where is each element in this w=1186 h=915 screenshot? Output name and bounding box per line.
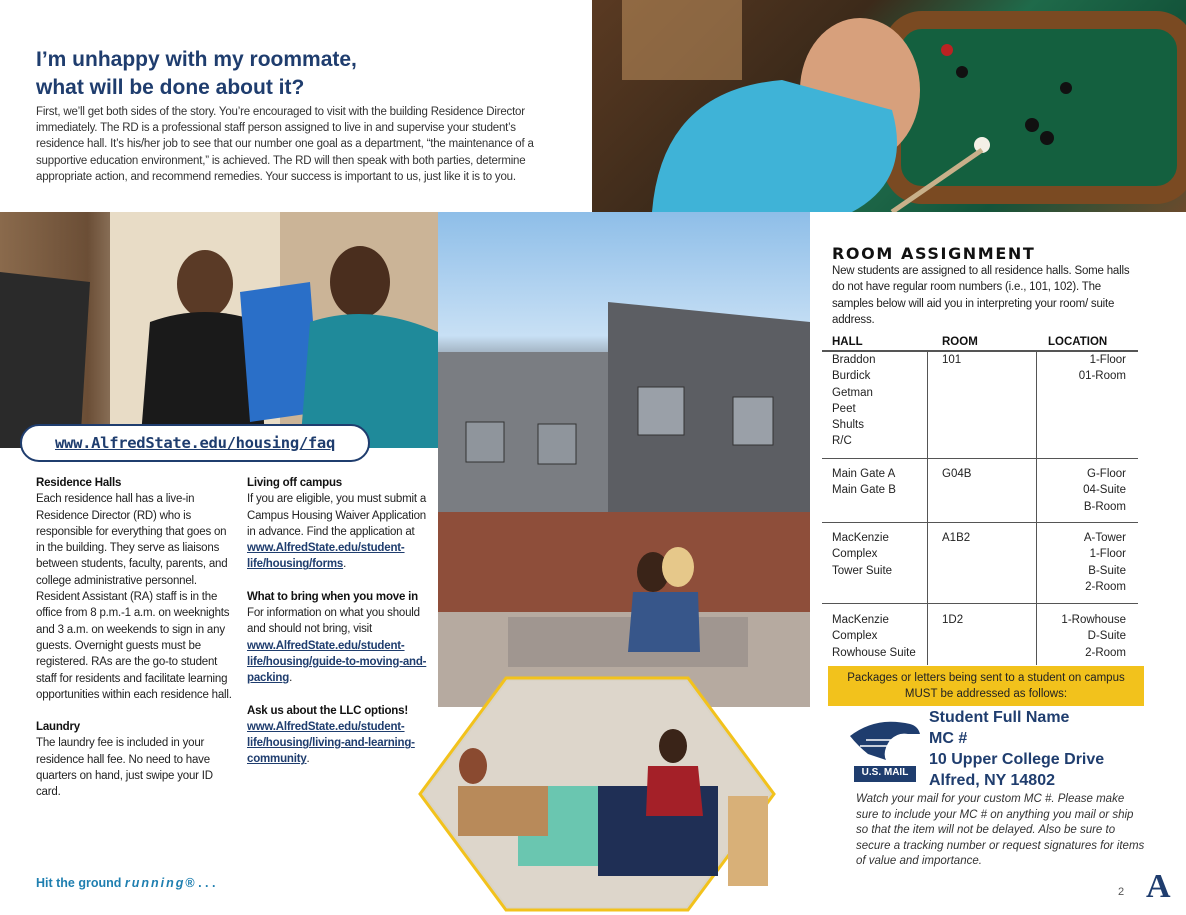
llc-link[interactable]: www.AlfredState.edu/student-life/housing/living-and-learning-community — [247, 720, 415, 766]
location-part: G-Floor — [1087, 468, 1126, 480]
hall-name: MacKenzie — [832, 614, 889, 626]
what-to-bring-body: For information on what you should and should not bring, visit — [247, 607, 420, 636]
room-assignment-title: ROOM ASSIGNMENT — [832, 244, 1036, 263]
living-off-body: If you are eligible, you must submit a Campus Housing Waiver Application in advance. Find the application at — [247, 493, 427, 538]
hall-name: R/C — [832, 435, 852, 448]
roommate-question-title — [36, 46, 556, 102]
room-column-header: ROOM — [942, 336, 978, 348]
location-part: B-Room — [1083, 500, 1126, 513]
hall-cell — [832, 530, 892, 579]
move-in-photo — [0, 212, 438, 448]
hall-name: MacKenzie — [832, 532, 889, 544]
location-cell — [1042, 352, 1126, 385]
living-off-paragraph — [247, 491, 437, 572]
us-mail-label: U.S. MAIL — [861, 767, 909, 778]
location-part: D-Suite — [1087, 630, 1126, 643]
room-cell: A1B2 — [942, 532, 971, 544]
hall-name: Getman — [832, 386, 873, 399]
location-column-header: LOCATION — [1048, 336, 1108, 348]
page-number: 2 — [1118, 886, 1125, 898]
location-part: 01-Room — [1078, 370, 1126, 383]
forms-link[interactable]: www.AlfredState.edu/student-life/housing/forms — [247, 542, 405, 571]
residence-halls-body: Each residence hall has a live-in Residence Director (RD) who is responsible for everything that goes on in the building. They serve as liaisons between students, faculty, parents, and college administrative personnel. Resident Assistant (RA) staff is in the office from 8 p.m.-1 a.m. on weeknights and 3 a.m. on weekends to sign in any guests. Overnight guests must be registered. RAs are the go-to student staff for residents and facilitate learning opportunities within each residence hall. — [36, 493, 232, 701]
residence-halls-heading: Residence Halls — [36, 477, 122, 489]
address-line: Alfred, NY 14802 — [929, 772, 1055, 789]
row-rule — [822, 522, 1138, 523]
alfred-state-logo: A — [1146, 868, 1171, 905]
building-photo-art — [438, 212, 810, 707]
address-line: Student Full Name — [929, 709, 1070, 726]
column-divider-1 — [927, 351, 928, 665]
llc-paragraph — [247, 719, 437, 768]
location-part: 2-Room — [1085, 580, 1126, 593]
hall-cell — [832, 612, 916, 661]
title-line-2: what will be done about it? — [36, 76, 305, 99]
tagline-start: Hit the ground — [36, 876, 125, 890]
llc-tail: . — [306, 753, 310, 766]
location-part: 1-Rowhouse — [1061, 614, 1126, 626]
room-cell: 1D2 — [942, 614, 964, 626]
column-left — [36, 475, 236, 801]
column-divider-2 — [1036, 351, 1037, 665]
row-rule — [822, 603, 1138, 604]
hall-column-header: HALL — [832, 336, 863, 348]
location-part: 2-Room — [1085, 646, 1126, 659]
us-mail-logo — [846, 710, 924, 786]
location-cell — [1042, 612, 1126, 661]
pool-photo-art — [592, 0, 1186, 212]
roommate-answer: First, we’ll get both sides of the story. You’re encouraged to visit with the building Residence Director immediately. The RD is a professional staff person assigned to live in and supervise your student’s residence hall. It’s his/her job to see that our number one goal as a department, “the maintenance of a supportive education environment,” is achieved. The RD will then speak with both parties, determine appropriate action, and recommend remedies. Your success is important to us, just like it is to you. — [36, 106, 534, 183]
room-cell: G04B — [942, 468, 972, 480]
tagline-end: ® . . . — [185, 876, 216, 890]
hall-name: Complex — [832, 630, 878, 643]
packages-line-2: MUST be addressed as follows: — [904, 688, 1068, 700]
mailing-address — [929, 707, 1104, 791]
laundry-body: The laundry fee is included in your residence hall fee. No need to have quarters on hand, just swipe your ID card. — [36, 737, 213, 799]
tagline-italic: running — [124, 876, 186, 890]
hall-name: Complex — [832, 548, 878, 561]
room-cell: 101 — [942, 354, 962, 366]
hall-cell — [832, 466, 896, 499]
packages-notice — [828, 666, 1144, 706]
hall-name: Main Gate A — [832, 468, 896, 480]
what-to-bring-heading: What to bring when you move in — [247, 590, 418, 603]
hall-name: Peet — [832, 402, 856, 415]
move-in-photo-art — [0, 212, 438, 448]
location-cell — [1042, 466, 1126, 515]
pool-table-photo — [592, 0, 1186, 212]
what-to-bring-tail: . — [289, 672, 293, 685]
laundry-heading: Laundry — [36, 721, 80, 734]
hall-name: Rowhouse Suite — [832, 646, 916, 659]
moving-guide-link[interactable]: www.AlfredState.edu/student-life/housing/guide-to-moving-and-packing — [247, 639, 427, 685]
hall-name: Main Gate B — [832, 484, 896, 497]
location-part: A-Tower — [1083, 532, 1126, 544]
location-part: B-Suite — [1088, 564, 1126, 577]
room-assignment-intro: New students are assigned to all residence halls. Some halls do not have regular room numbers (i.e., 101, 102). The samples below will aid you in interpreting your room/ suite address. — [832, 265, 1130, 326]
faq-link[interactable]: www.AlfredState.edu/housing/faq — [55, 434, 335, 452]
mail-note: Watch your mail for your custom MC #. Please make sure to include your MC # on anything you mail or ship so that the item will not be delayed. Also be sure to secure a tracking number or request signatures for items of value and importance. — [856, 793, 1145, 867]
dorm-room-photo — [418, 676, 776, 912]
hall-cell — [832, 352, 875, 450]
residence-building-photo — [438, 212, 810, 707]
living-off-tail: . — [343, 558, 347, 571]
hall-name: Braddon — [832, 354, 876, 366]
location-part: 1-Floor — [1089, 548, 1126, 561]
row-rule — [822, 458, 1138, 459]
what-to-bring-paragraph — [247, 605, 437, 686]
address-line: 10 Upper College Drive — [929, 751, 1105, 768]
faq-link-pill[interactable] — [20, 424, 370, 462]
location-cell — [1042, 530, 1126, 595]
location-part: 04-Suite — [1083, 484, 1126, 497]
llc-heading: Ask us about the LLC options! — [247, 704, 408, 717]
hall-name: Tower Suite — [832, 564, 893, 577]
title-line-1: I’m unhappy with my roommate, — [36, 48, 357, 71]
living-off-heading: Living off campus — [247, 477, 342, 489]
hall-name: Shults — [832, 419, 864, 432]
footer-tagline — [36, 876, 215, 890]
location-part: 1-Floor — [1089, 354, 1126, 366]
address-line: MC # — [929, 730, 968, 747]
hall-name: Burdick — [832, 370, 871, 383]
packages-line-1: Packages or letters being sent to a student on campus — [847, 672, 1125, 684]
dorm-room-hexagon — [418, 676, 776, 912]
column-middle — [247, 475, 437, 768]
